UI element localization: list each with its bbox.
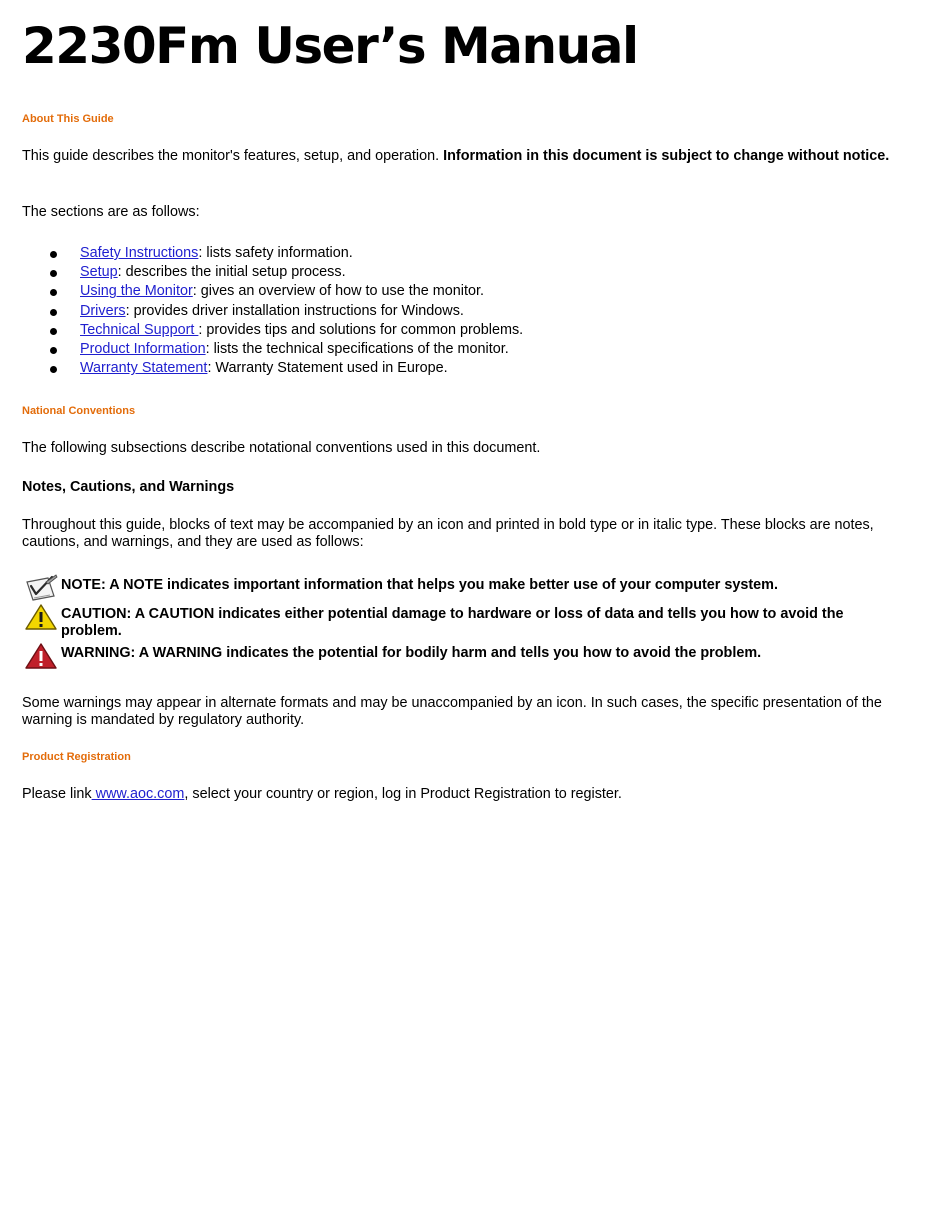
link-using-the-monitor[interactable]: Using the Monitor [80, 283, 193, 300]
registration-text-before: Please link [22, 786, 92, 802]
heading-about-this-guide: About This Guide [22, 113, 114, 125]
link-technical-support[interactable]: Technical Support [80, 321, 199, 338]
list-item [22, 263, 523, 282]
about-intro-text: This guide describes the monitor's features, setup, and operation. [22, 148, 444, 164]
bullet-icon [50, 309, 57, 316]
bullet-icon [50, 366, 57, 373]
aoc-website-link[interactable]: www.aoc.com [91, 786, 185, 802]
list-item-desc: : Warranty Statement used in Europe. [207, 360, 448, 377]
conventions-intro: The following subsections describe notational conventions used in this document. [22, 440, 541, 456]
sections-intro: The sections are as follows: [22, 204, 200, 220]
subheading-notes-cautions-warnings: Notes, Cautions, and Warnings [22, 479, 235, 495]
heading-product-registration: Product Registration [22, 751, 131, 763]
caution-triangle-icon [24, 603, 58, 631]
note-text: NOTE: A NOTE indicates important information that helps you make better use of your computer system. [61, 577, 778, 593]
registration-text-after: , select your country or region, log in Product Registration to register. [184, 786, 622, 802]
list-item-desc: : lists safety information. [198, 245, 353, 261]
alternate-formats-paragraph: Some warnings may appear in alternate formats and may be unaccompanied by an icon. In such cases, the specific presentation of the warning is mandated by regulatory authority. [22, 695, 882, 728]
bullet-icon [50, 347, 57, 354]
list-item-desc: : describes the initial setup process. [117, 264, 346, 281]
bullet-icon [50, 251, 57, 258]
caution-text: CAUTION: A CAUTION indicates either potential damage to hardware or loss of data and tells you how to avoid the problem. [61, 606, 844, 639]
sections-list [22, 244, 523, 378]
bullet-icon [50, 270, 57, 277]
list-item [22, 321, 523, 340]
heading-national-conventions: National Conventions [22, 405, 136, 417]
conventions-body: Throughout this guide, blocks of text may be accompanied by an icon and printed in bold type or in italic type. These blocks are notes, cautions, and warnings, and they are used as follows: [22, 517, 874, 550]
list-item-desc: : provides tips and solutions for common problems. [198, 321, 524, 338]
bullet-icon [50, 328, 57, 335]
list-item-desc: : gives an overview of how to use the monitor. [192, 283, 484, 300]
list-item [22, 302, 523, 321]
document-title: 2230Fm User’s Manual [22, 17, 638, 75]
list-item [22, 244, 523, 263]
link-setup[interactable]: Setup [80, 264, 118, 281]
list-item [22, 340, 523, 359]
link-product-information[interactable]: Product Information [80, 340, 206, 357]
about-intro-bold-notice: Information in this document is subject to change without notice. [443, 148, 890, 164]
link-drivers[interactable]: Drivers [80, 302, 126, 319]
bullet-icon [50, 289, 57, 296]
list-item-desc: : provides driver installation instructions for Windows. [125, 302, 464, 319]
about-intro-paragraph [22, 148, 902, 165]
link-warranty-statement[interactable]: Warranty Statement [80, 360, 208, 377]
list-item-desc: : lists the technical specifications of the monitor. [205, 340, 509, 357]
registration-paragraph [22, 786, 902, 803]
note-pencil-icon [24, 574, 58, 602]
link-safety-instructions[interactable]: Safety Instructions [80, 245, 199, 261]
list-item [22, 282, 523, 301]
warning-text: WARNING: A WARNING indicates the potential for bodily harm and tells you how to avoid the problem. [61, 645, 762, 661]
list-item [22, 359, 523, 378]
warning-triangle-icon [24, 642, 58, 670]
